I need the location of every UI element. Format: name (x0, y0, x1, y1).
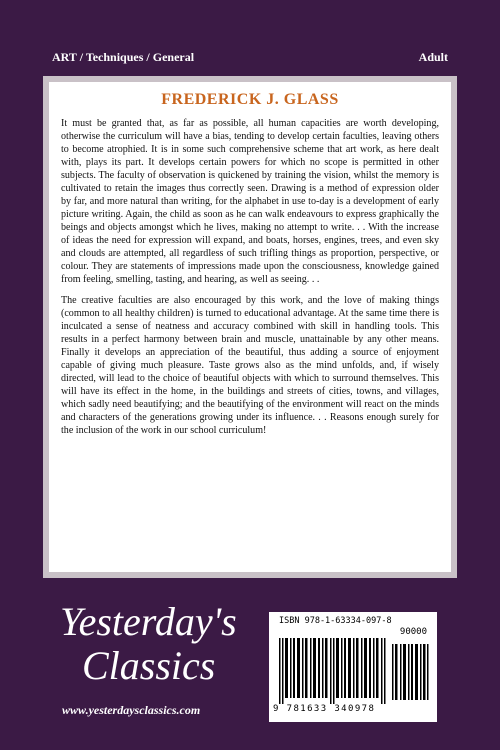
price-code: 90000 (399, 627, 427, 637)
isbn-text: ISBN 978-1-63334-097-8 (279, 616, 392, 626)
cover-header (52, 50, 448, 65)
barcode (269, 612, 437, 722)
audience-label: Adult (418, 50, 448, 64)
author-name: FREDERICK J. GLASS (161, 91, 339, 108)
blurb-paragraph: The creative faculties are also encouraged by this work, and the love of making things (common to all healthy children) is turned to educational advantage. At the same time there is inculcated a sense of neatness and accuracy combined with skill in handling tools. This results in a perfect harmony between brain and muscle, unattainable by any other means. Finally it develops an appreciation of the beautiful, thus adding a source of enjoyment capable of giving much pleasure. Taste grows also as the mind unfolds, and, if wisely directed, will lead to the choice of beautiful objects with which to surround themselves. This will have its effect in the home, in the buildings and streets of cities, towns, and villages, which sadly need beautifying; and the beautifying of the environment will react on the minds and characters of the generations growing under its influence. . . Reasons enough surely for the inclusion of the work in our school curriculum! (61, 295, 439, 436)
publisher-logo-line2: Classics (82, 643, 216, 688)
blurb-panel-inner (49, 82, 451, 572)
publisher-url: www.yesterdaysclassics.com (62, 703, 201, 717)
category-label: ART / Techniques / General (52, 50, 195, 64)
barcode-bars (279, 638, 387, 704)
blurb-panel (43, 76, 457, 578)
blurb-paragraph: It must be granted that, as far as possible, all human capacities are worth developing, otherwise the curriculum will have a bias, tending to develop certain faculties, leaving others to become atrophied. It is in some such comprehensive scheme that art work, as here dealt with, plays its part. It develops certain powers for which no scope is permitted in other subjects. The faculty of observation is quickened by training the vision, whilst the memory is cultivated to retain the images thus correctly seen. Drawing is a method of expression older by far, and more natural than writing, for the alphabet in use to-day is a development of early picture writing. Again, the child as soon as he can walk endeavours to express graphically the beings and objects amongst which he lives, making no attempt to write. . . With the increase of ideas the need for expression will expand, and boats, horses, engines, trees, and even sky and clouds are attempted, all regardless of such trifling things as proportion, perspective, or colour. They are statements of impressions made upon the consciousness, knowledge gained from feeling, smelling, tasting, and hearing, as well as seeing. . . (61, 118, 439, 285)
ean-digits: 9 781633 340978 (273, 704, 376, 714)
publisher-logo-line1: Yesterday's (60, 599, 237, 644)
publisher-logo (60, 600, 237, 688)
barcode-addon-bars (392, 638, 430, 700)
